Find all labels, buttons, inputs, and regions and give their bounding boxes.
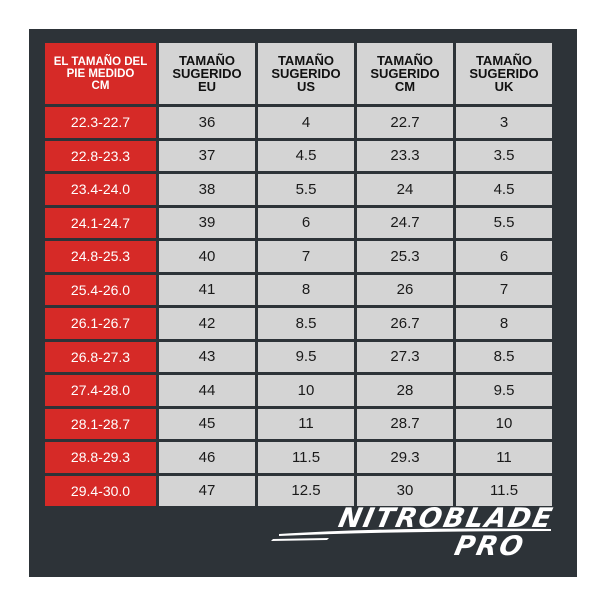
eu-size-cell: 46	[159, 442, 255, 473]
table-row	[45, 308, 552, 339]
foot-size-cell: 22.3-22.7	[45, 107, 156, 138]
header-suggested-uk	[456, 43, 552, 104]
header-line: TAMAÑO	[475, 53, 533, 68]
us-size-cell: 7	[258, 241, 354, 272]
cm-size-cell: 22.7	[357, 107, 453, 138]
header-line: UK	[494, 79, 514, 94]
uk-size-cell: 3.5	[456, 141, 552, 172]
uk-size-cell: 9.5	[456, 375, 552, 406]
eu-size-cell: 45	[159, 409, 255, 440]
cm-size-cell: 25.3	[357, 241, 453, 272]
header-line: SUGERIDO	[271, 66, 341, 81]
foot-size-cell: 28.1-28.7	[45, 409, 156, 440]
us-size-cell: 8.5	[258, 308, 354, 339]
cm-size-cell: 30	[357, 476, 453, 507]
table-row	[45, 208, 552, 239]
foot-size-cell: 26.8-27.3	[45, 342, 156, 373]
cm-size-cell: 23.3	[357, 141, 453, 172]
us-size-cell: 11	[258, 409, 354, 440]
size-chart-panel	[29, 29, 577, 577]
us-size-cell: 11.5	[258, 442, 354, 473]
uk-size-cell: 3	[456, 107, 552, 138]
foot-size-cell: 25.4-26.0	[45, 275, 156, 306]
foot-size-cell: 27.4-28.0	[45, 375, 156, 406]
table-row	[45, 141, 552, 172]
cm-size-cell: 24	[357, 174, 453, 205]
header-line: PIE MEDIDO	[66, 67, 135, 80]
eu-size-cell: 39	[159, 208, 255, 239]
us-size-cell: 10	[258, 375, 354, 406]
header-line: TAMAÑO	[277, 53, 335, 68]
uk-size-cell: 10	[456, 409, 552, 440]
eu-size-cell: 47	[159, 476, 255, 507]
header-line: TAMAÑO	[376, 53, 434, 68]
table-row	[45, 275, 552, 306]
uk-size-cell: 6	[456, 241, 552, 272]
foot-size-cell: 24.1-24.7	[45, 208, 156, 239]
header-line: TAMAÑO	[178, 53, 236, 68]
cm-size-cell: 29.3	[357, 442, 453, 473]
eu-size-cell: 36	[159, 107, 255, 138]
header-suggested-us	[258, 43, 354, 104]
header-row	[45, 43, 552, 104]
foot-size-cell: 23.4-24.0	[45, 174, 156, 205]
header-suggested-cm	[357, 43, 453, 104]
foot-size-cell: 22.8-23.3	[45, 141, 156, 172]
table-row	[45, 442, 552, 473]
header-line: SUGERIDO	[172, 66, 242, 81]
us-size-cell: 6	[258, 208, 354, 239]
us-size-cell: 5.5	[258, 174, 354, 205]
us-size-cell: 4	[258, 107, 354, 138]
uk-size-cell: 7	[456, 275, 552, 306]
table-row	[45, 107, 552, 138]
cm-size-cell: 27.3	[357, 342, 453, 373]
eu-size-cell: 38	[159, 174, 255, 205]
foot-size-cell: 24.8-25.3	[45, 241, 156, 272]
table-row	[45, 241, 552, 272]
eu-size-cell: 42	[159, 308, 255, 339]
cm-size-cell: 26.7	[357, 308, 453, 339]
cm-size-cell: 28.7	[357, 409, 453, 440]
eu-size-cell: 40	[159, 241, 255, 272]
header-line: US	[296, 79, 316, 94]
cm-size-cell: 24.7	[357, 208, 453, 239]
foot-size-cell: 29.4-30.0	[45, 476, 156, 507]
eu-size-cell: 44	[159, 375, 255, 406]
uk-size-cell: 4.5	[456, 174, 552, 205]
eu-size-cell: 43	[159, 342, 255, 373]
uk-size-cell: 11	[456, 442, 552, 473]
header-line: CM	[394, 79, 416, 94]
nitroblade-pro-logo	[269, 501, 559, 565]
uk-size-cell: 11.5	[456, 476, 552, 507]
foot-size-cell: 28.8-29.3	[45, 442, 156, 473]
uk-size-cell: 8.5	[456, 342, 552, 373]
cm-size-cell: 26	[357, 275, 453, 306]
table-row	[45, 409, 552, 440]
header-line: EU	[197, 79, 217, 94]
logo-wordmark-line1: NITROBLADE	[335, 503, 557, 534]
header-foot-size-cm	[45, 43, 156, 104]
table-row	[45, 375, 552, 406]
eu-size-cell: 41	[159, 275, 255, 306]
table-row	[45, 174, 552, 205]
table-row	[45, 342, 552, 373]
cm-size-cell: 28	[357, 375, 453, 406]
us-size-cell: 8	[258, 275, 354, 306]
header-line: SUGERIDO	[469, 66, 539, 81]
logo-wordmark-line2: PRO	[452, 531, 529, 562]
us-size-cell: 9.5	[258, 342, 354, 373]
foot-size-cell: 26.1-26.7	[45, 308, 156, 339]
header-line: CM	[91, 79, 110, 92]
size-chart-table	[42, 40, 555, 509]
uk-size-cell: 5.5	[456, 208, 552, 239]
us-size-cell: 12.5	[258, 476, 354, 507]
header-line: SUGERIDO	[370, 66, 440, 81]
eu-size-cell: 37	[159, 141, 255, 172]
header-suggested-eu	[159, 43, 255, 104]
uk-size-cell: 8	[456, 308, 552, 339]
header-line: EL TAMAÑO DEL	[53, 55, 148, 68]
us-size-cell: 4.5	[258, 141, 354, 172]
